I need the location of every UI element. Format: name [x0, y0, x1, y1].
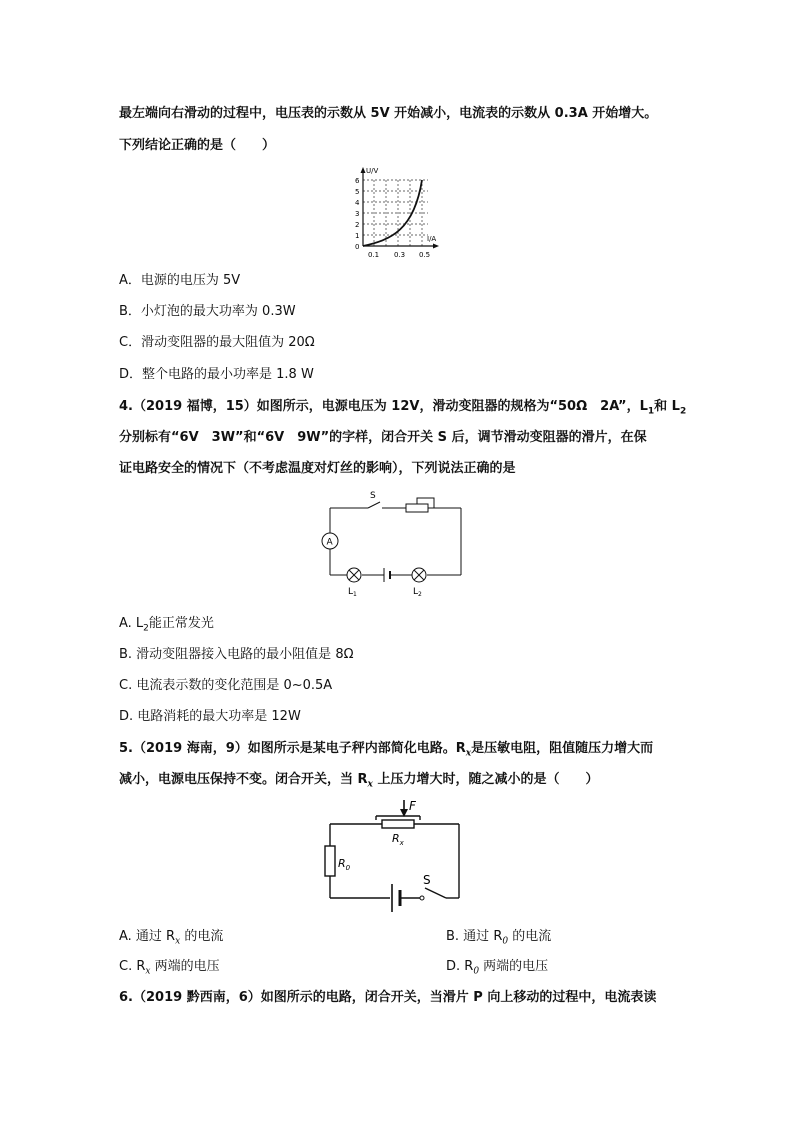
q3-option-a: A．电源的电压为 5V [119, 273, 241, 288]
q4-text-line3: 证电路安全的情况下（不考虑温度对灯丝的影响），下列说法正确的是 [119, 461, 516, 476]
q4-option-d: D. 电路消耗的最大功率是 12W [119, 709, 301, 724]
q5-force-label: F [409, 799, 416, 813]
q3-ui-graph [336, 164, 446, 260]
q4-switch-label: S [370, 491, 376, 501]
q4-lamp1-label: $L_1$ [348, 587, 357, 598]
q3-x-tick: 0.1 [368, 251, 380, 259]
q3-x-axis-label: I/A [427, 235, 437, 243]
q5-switch-label: S [423, 873, 431, 887]
q3-y-tick: 5 [355, 188, 360, 196]
q3-y-tick: 4 [355, 199, 360, 207]
q4-text-line1: 4.（2019 福博，15）如图所示，电源电压为 12V，滑动变阻器的规格为“50Ω 2A”，$L_1$和 $L_2$ [119, 399, 687, 417]
q5-option-b: B. 通过 $R_0$ 的电流 [446, 929, 552, 947]
q3-text-line1: 最左端向右滑动的过程中，电压表的示数从 5V 开始减小，电流表的示数从 0.3A 开始增大。 [119, 106, 658, 121]
q3-option-c: C．滑动变阻器的最大阻值为 20Ω [119, 335, 315, 350]
q5-text-line1: 5.（2019 海南，9）如图所示是某电子秤内部简化电路。$R_x$是压敏电阻，阻值随压力增大而 [119, 741, 654, 759]
q3-y-tick: 6 [355, 177, 360, 185]
q4-circuit-diagram [318, 488, 468, 600]
q3-y-tick: 2 [355, 221, 360, 229]
q5-option-a: A. 通过 $R_x$ 的电流 [119, 929, 224, 947]
q5-circuit-diagram [320, 796, 465, 914]
q5-r0-label: $R_0$ [338, 857, 351, 872]
q4-option-a: A. $L_2$能正常发光 [119, 616, 214, 634]
q3-y-tick: 0 [355, 243, 360, 251]
q3-y-tick: 1 [355, 232, 360, 240]
q3-option-d: D．整个电路的最小功率是 1.8 W [119, 367, 314, 382]
q4-text-line2: 分别标有“6V 3W”和“6V 9W”的字样，闭合开关 S 后，调节滑动变阻器的滑片，在保 [119, 430, 647, 445]
q5-rx-label: $R_x$ [392, 832, 404, 847]
q3-text-line2: 下列结论正确的是（ ） [119, 138, 276, 153]
q4-ammeter-label: A [326, 537, 333, 548]
q5-text-line2: 减小，电源电压保持不变。闭合开关，当 $R_x$ 上压力增大时，随之减小的是（ ） [119, 772, 599, 790]
q3-option-b: B．小灯泡的最大功率为 0.3W [119, 304, 296, 319]
q4-option-b: B. 滑动变阻器接入电路的最小阻值是 8Ω [119, 647, 354, 662]
q4-lamp2-label: $L_2$ [413, 587, 422, 598]
q5-option-c: C. $R_x$ 两端的电压 [119, 959, 220, 977]
q3-x-tick: 0.5 [419, 251, 431, 259]
q4-option-c: C. 电流表示数的变化范围是 0~0.5A [119, 678, 333, 693]
q6-text-line1: 6.（2019 黔西南，6）如图所示的电路，闭合开关，当滑片 P 向上移动的过程中，电流表读 [119, 990, 657, 1005]
q5-option-d: D. $R_0$ 两端的电压 [446, 959, 549, 977]
q3-y-tick: 3 [355, 210, 360, 218]
q3-x-tick: 0.3 [394, 251, 406, 259]
q3-y-axis-label: U/V [366, 167, 379, 175]
